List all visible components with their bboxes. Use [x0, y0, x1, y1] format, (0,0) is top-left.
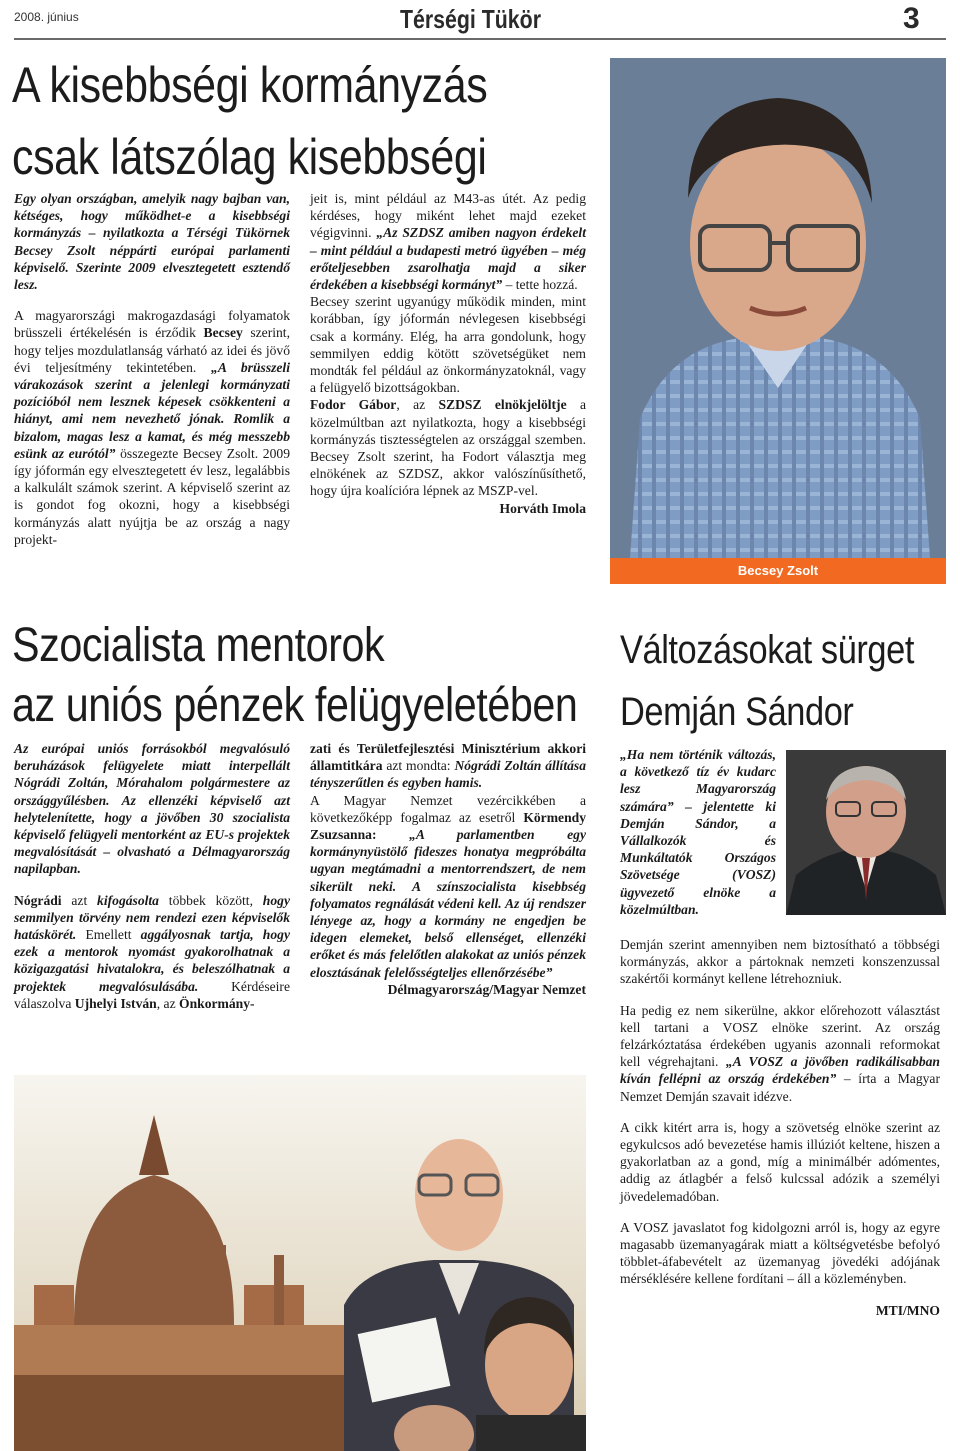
article3-paragraph2: Ha pedig ez nem sikerülne, akkor előrehozott választást kell tartani a VOSZ elnöke szerint. Az ország felzárkóztatása érdekében ugyanis azonnali reformokat kell végrehajtani. „A VOSZ a jövőben radikálisabban kíván fellépni az ország érdekében” – írta a Magyar Nemzet Demján szavait idézve. — [620, 1002, 940, 1104]
article2-paragraph1: Nógrádi azt kifogásolta többek között, hogy semmilyen törvény nem rendezi ezen képviselők hatáskörét. Emellett aggályosnak tartja, hogy ezek a mentorok nyomást gyakorolhatnak a közigazgatási hivatalokra, és beleszólhatnak a projektek megvalósulásába. Kérdéseire válaszolva Ujhelyi István, az Önkormány- — [14, 892, 290, 1011]
article1-column2 — [310, 190, 586, 517]
article1-paragraph1: A magyarországi makrogazdasági folyamatok brüsszeli értékelésén is érződik Becsey szerint, hogy teljes mozdulatlanság várható az idei és jövő évi teljesítmény tekintetében. „A brüsszeli várakozások szerint a jelenlegi kormányzati pozícióból nem lesznek képesek csökkenteni a hiányt, ami nem nevezhető jónak. Romlik a bizalom, magas lesz a kamat, és még messzebb esünk az eurótól” összegezte Becsey Zsolt. 2009 így jóformán egy elvesztegetett év lesz, legalábbis a kalkulált számok szerint. A képviselő szerint az is gondot fog okozni, hogy a kisebbségi kormányzás alatt nyújtja be az ország a nagy projekt- — [14, 308, 290, 547]
article1-signature: Horváth Imola — [499, 500, 586, 516]
article3-title-line2: Demján Sándor — [620, 690, 854, 734]
article1-lead: Egy olyan országban, amelyik nagy bajban van, kétséges, hogy működhet-e a kisebbségi kormányzás – nyilatkozta a Térségi Tükörnek Becsey Zsolt néppárti európai parlamenti képviselő. Szerinte 2009 elvesztegetett esztendő lesz. — [14, 191, 290, 293]
article1-column1 — [14, 190, 290, 548]
parliament-illustration — [14, 1075, 586, 1451]
article3-title-line1: Változásokat sürget — [620, 628, 914, 672]
demjan-photo — [786, 750, 946, 915]
article3-body — [620, 936, 940, 1319]
article3-signature: MTI/MNO — [875, 1302, 940, 1318]
article2-quote: „A parlamentben egy kormánynyüstölő fideszes honatya megpróbálta ugyan megtámadni a mentorrendszert, de nem sikerült neki. A színszocialista kisebbség folyamatos regnálását védeni kell. Az új rendszer lényege az, hogy a kormány ne engedjen be idegen elemeket, belső ellenséget, ellenzéki erőket és más felelőtlen alakokat az uniós pénzek elosztásának felelősségteljes ellenőrzésébe” — [310, 827, 586, 980]
parliament-speaker-photo — [14, 1075, 586, 1451]
becsey-photo — [610, 58, 946, 558]
issue-date: 2008. június — [14, 10, 79, 24]
article3-lead-block — [620, 746, 776, 918]
article2-lead: Az európai uniós forrásokból megvalósuló beruházások felügyelete miatt interpellált Nógrádi Zoltán, Mórahalom polgármestere az országgyűlésben. Az ellenzéki képviselő azt helytelenítette, hogy a jövőben 30 szocialista képviselő felügyeli mentorként az EU-s projektek megvalósítását – olvasható a Délmagyarország napilapban. — [14, 741, 290, 877]
page-number: 3 — [903, 2, 920, 35]
portrait-illustration — [610, 58, 946, 558]
article2-column1 — [14, 740, 290, 1012]
article1-quote: „A brüsszeli várakozások szerint a jelenlegi kormányzati pozícióból nem lesznek képesek csökkenteni a hiányt, ami nem nevezhető jónak. Romlik a bizalom, magas lesz a kamat, és még messzebb esünk az eurótól” — [14, 359, 290, 461]
article1-col2-paragraph1: jeit is, mint például az M43-as útét. Az pedig kérdéses, hogy miként lehet majd ezeket végigvinni. „Az SZDSZ amiben nagyon érdekelt – mint például a budapesti metró ügyében – még erőteljesebben zsarolhatja majd a siker érdekében a kisebbségi kormányt” – tette hozzá. — [310, 191, 586, 293]
article2-title-line2: az uniós pénzek felügyeletében — [12, 679, 578, 732]
article2-title-line1: Szocialista mentorok — [12, 619, 385, 672]
masthead: Térségi Tükör — [400, 4, 541, 34]
article2-signature: Délmagyarország/Magyar Nemzet — [387, 981, 586, 997]
article2-col2-paragraph2: A Magyar Nemzet vezércikkében a következőképp fogalmaz az esetről Körmendy Zsuzsanna: „A parlamentben egy kormánynyüstölő fideszes honatya megpróbálta ugyan megtámadni a mentorrendszert, de nem sikerült neki. A színszocialista kisebbség folyamatos regnálását védeni kell. Az új rendszer lényege az, hogy a kormány ne engedjen be idegen elemeket, belső ellenséget, ellenzéki erőket és más felelőtlen alakokat az uniós pénzek elosztásának felelősségteljes ellenőrzésébe” — [310, 792, 586, 980]
article1-title-line1: A kisebbségi kormányzás — [12, 57, 488, 113]
article2-col2-paragraph1: zati és Területfejlesztési Minisztérium akkori államtitkára azt mondta: Nógrádi Zoltán állítása tényszerűtlen és egyben hamis. — [310, 741, 586, 791]
article3-lead: „Ha nem történik változás, a következő tíz év kudarc lesz Magyarország számára” – jelentette ki Demján Sándor, a Vállalkozók és Munkáltatók Országos Szövetsége (VOSZ) ügyvezető elnöke a közelmúltban. — [620, 747, 776, 917]
article2-column2 — [310, 740, 586, 998]
article3-paragraph4: A VOSZ javaslatot fog kidolgozni arról is, hogy az egyre magasabb üzemanyagárak miatt a költségvetésbe befolyó többlet-áfabevételt az üzemanyag jövedéki adójának mérséklésére kellene fordítani – áll a közleményben. — [620, 1219, 940, 1287]
article1-title-line2: csak látszólag kisebbségi — [12, 129, 487, 185]
header-rule — [14, 38, 946, 40]
article1-col2-paragraph2: Becsey szerint ugyanúgy működik minden, mint korábban, így jóformán névlegesen kisebbségi csak a kormány. Elég, ha arra gondolunk, hogy semmilyen eddig kötött szövetségüket nem mondták fel például az önkormányzatoknál, vagy a felügyelő bizottságokban. — [310, 294, 586, 396]
article1-col2-paragraph3: Fodor Gábor, az SZDSZ elnökjelöltje a közelmúltban azt nyilatkozta, hogy a kisebbségi kormányzás tisztességtelen az országgal szemben. Becsey Zsolt szerint, ha Fodort választja meg elnökének az SZDSZ, akkor valószínűsíthető, hogy újra koalícióra lépnek az MSZP-vel. — [310, 397, 586, 499]
article3-paragraph3: A cikk kitért arra is, hogy a szövetség elnöke szerint az egykulcsos adó bevezetése hamis illúziót keltene, hiszen a gyakorlatban az a gond, míg a minimálbér adómentes, addig az átlagbér a felső kulcssal adózik a személyi jövedelemadóban. — [620, 1119, 940, 1204]
demjan-portrait-illustration — [786, 750, 946, 915]
becsey-photo-caption: Becsey Zsolt — [610, 558, 946, 584]
article3-paragraph1: Demján szerint amennyiben nem biztosítható a többségi kormányzás, akkor a pártoknak nemzeti konszenzussal szakértői kormányt kellene létrehozniuk. — [620, 937, 940, 987]
